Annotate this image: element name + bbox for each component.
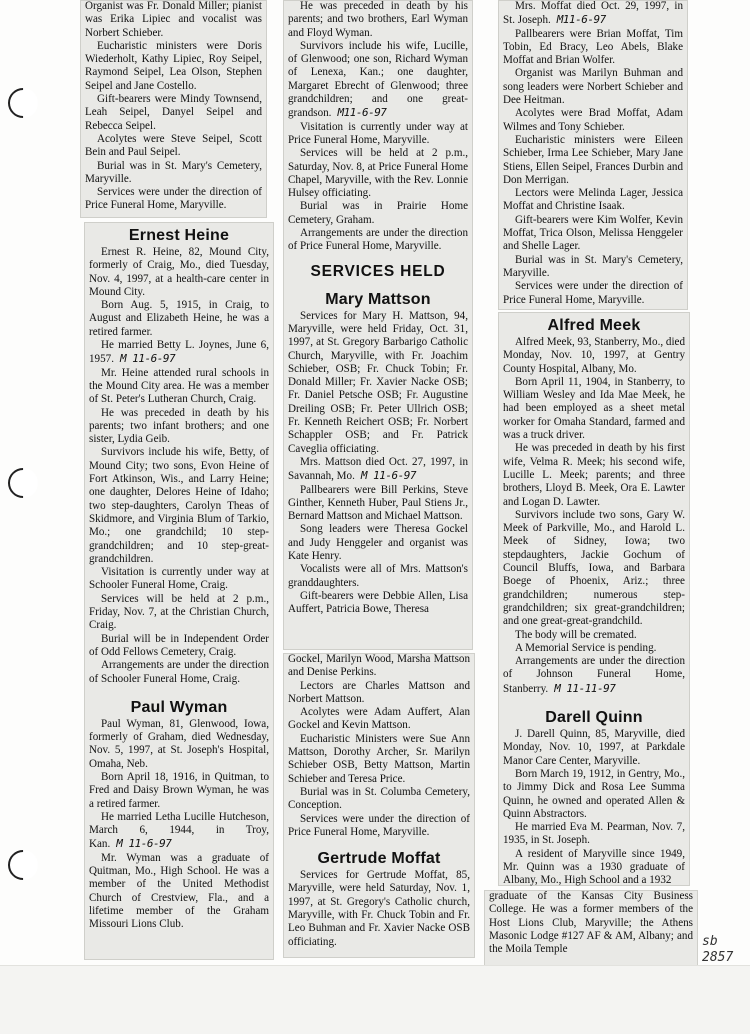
paragraph: Burial was in St. Mary's Cemetery, Maryville.: [85, 159, 262, 185]
punch-hole: [2, 462, 44, 504]
paragraph: [503, 655, 685, 696]
clipping-col3-top: [498, 0, 688, 310]
handwritten-date-note: M 11-6-97: [360, 469, 416, 483]
paragraph: Born April 11, 1904, in Stanberry, to William Wesley and Ida Mae Meek, he had been employed as a sheet metal worker for Omaha Standard, farmed and was a truck driver.: [503, 375, 685, 442]
paragraph: He was preceded in death by his first wife, Velma R. Meek; his second wife, Lucille L. Meek; parents; and three brothers, Lloyd B. Meek, Ora E. Lawter and Logan D. Lawter.: [503, 442, 685, 508]
paragraph: Arrangements are under the direction of Schooler Funeral Home, Craig.: [89, 659, 269, 685]
clipping-col3-main: [498, 312, 690, 886]
paragraph: Services will be held at 2 p.m., Saturday, Nov. 8, at Price Funeral Home Chapel, Maryville, with the Rev. Lonnie Hulsey officiating.: [288, 147, 468, 200]
obituary-name-moffat: Gertrude Moffat: [317, 850, 441, 868]
paragraph: Mr. Wyman was a graduate of Quitman, Mo., High School. He was a member of the United Methodist Church of Crestview, Fla., and a lifetime member of the Graham Missouri Lions Club.: [89, 851, 269, 931]
mattson-cont-text: [283, 653, 475, 839]
clipping-col1-top: [80, 0, 267, 218]
paragraph: Pallbearers were Brian Moffat, Tim Tobin, Ed Bracy, Leo Abels, Blake Moffat and Brian Wolfer.: [503, 27, 683, 67]
meek-text: [498, 336, 690, 696]
obituary-name-meek: Alfred Meek: [547, 317, 641, 334]
paragraph: Services were under the direction of Price Funeral Home, Maryville.: [288, 812, 470, 838]
paragraph: Services will be held at 2 p.m., Friday, Nov. 7, at the Christian Church, Craig.: [89, 592, 269, 632]
paragraph: He married Eva M. Pearman, Nov. 7, 1935, in St. Joseph.: [503, 821, 685, 847]
paragraph: Acolytes were Adam Auffert, Alan Gockel and Kevin Mattson.: [288, 706, 470, 732]
paragraph-text: He married Letha Lucille Hutcheson, March 6, 1944, in Troy, Kan.: [89, 810, 269, 851]
paragraph: Acolytes were Steve Seipel, Scott Bein and Paul Seipel.: [85, 132, 262, 159]
paragraph: Visitation is currently under way at Schooler Funeral Home, Craig.: [89, 566, 269, 592]
paragraph: [288, 40, 468, 121]
paragraph: Vocalists were all of Mrs. Mattson's granddaughters.: [288, 563, 468, 589]
paragraph: Eucharistic ministers were Eileen Schieber, Irma Lee Schieber, Mary Jane Stiens, Ellen Seipel, Frances Durbin and Don Merrigan.: [503, 133, 683, 186]
paragraph: [288, 456, 468, 484]
paragraph-text: Survivors include his wife, Lucille, of Glenwood; one son, Richard Wyman of Lenexa, Kan.; one daughter, Margaret Ebrecht of Glenwood; three grandchildren; and one great-grandson.: [288, 39, 468, 120]
paragraph: Ernest R. Heine, 82, Mound City, formerly of Craig, Mo., died Tuesday, Nov. 4, 1997, at a health-care center in Mound City.: [89, 246, 269, 298]
paragraph: graduate of the Kansas City Business College. He was a former members of the Host Lions Club, Maryville; the Athens Masonic Lodge #127 AF & AM, Albany; and the Moila Temple: [489, 890, 693, 956]
paragraph: Services were under the direction of Price Funeral Home, Maryville.: [503, 280, 683, 306]
col1-top-text: [80, 0, 267, 213]
paragraph: Gockel, Marilyn Wood, Marsha Mattson and Denise Perkins.: [288, 653, 470, 679]
section-heading: SERVICES HELD: [310, 262, 446, 280]
paragraph: Alfred Meek, 93, Stanberry, Mo., died Monday, Nov. 10, 1997, at Gentry County Hospital, Albany, Mo.: [503, 336, 685, 375]
paragraph: Services for Mary H. Mattson, 94, Maryville, were held Friday, Oct. 31, 1997, at St. Gregory Barbarigo Catholic Church, Maryville, with Fr. Joachim Schieber, OSB; Fr. Chuck Tobin; Fr. Donald Miller; Fr. Xavier Nacke OSB; Fr. Daniel Petsche OSB; Fr. Augustine Dreiling OSB; Fr. Peter Ullrich OSB; Fr. Kenneth Reichert OSB; Fr. Norbert Schappler OSB; and Fr. Patrick Caveglia officiating.: [288, 309, 468, 455]
paragraph: Eucharistic Ministers were Sue Ann Mattson, Dorothy Archer, Sr. Marilyn Schieber OSB, Betty Mattson, Martin Schieber and Teresa Price.: [288, 732, 470, 785]
handwritten-date-note: M11-6-97: [337, 106, 387, 120]
paragraph: Services were under the direction of Price Funeral Home, Maryville.: [85, 186, 262, 212]
paragraph: He was preceded in death by his parents; two infant brothers; and one sister, Lydia Geib.: [89, 406, 269, 446]
obituary-name-wyman: Paul Wyman: [130, 698, 228, 716]
paragraph: Gift-bearers were Debbie Allen, Lisa Auffert, Patricia Bowe, Theresa: [288, 589, 468, 616]
paragraph: [503, 0, 683, 28]
paragraph: Arrangements are under the direction of Price Funeral Home, Maryville.: [288, 227, 468, 253]
paragraph: He was preceded in death by his parents; and two brothers, Earl Wyman and Floyd Wyman.: [288, 0, 468, 39]
clipping-col2-bottom: [283, 653, 475, 958]
col3-top-text: [498, 0, 688, 307]
quinn-cont-text: [484, 890, 698, 956]
handwritten-margin-note: 2857: [702, 950, 734, 965]
paragraph: Burial will be in Independent Order of Odd Fellows Cemetery, Craig.: [89, 632, 269, 658]
paragraph: Paul Wyman, 81, Glenwood, Iowa, formerly of Graham, died Wednesday, Nov. 5, 1997, at St. Joseph's Hospital, Omaha, Neb.: [89, 717, 269, 770]
paragraph-text: He married Betty L. Joynes, June 6, 1957.: [89, 339, 269, 366]
paragraph: Mr. Heine attended rural schools in the Mound City area. He was a member of St. Peter's Lutheran Church, Craig.: [89, 366, 269, 406]
paragraph: Burial was in Prairie Home Cemetery, Graham.: [288, 200, 468, 226]
paragraph: J. Darell Quinn, 85, Maryville, died Monday, Nov. 10, 1997, at Parkdale Manor Care Center, Maryville.: [503, 728, 685, 767]
handwritten-date-note: M11-6-97: [556, 13, 606, 27]
paragraph: Organist was Fr. Donald Miller; pianist was Erika Lipiec and vocalist was Norbert Schieber.: [85, 0, 262, 39]
page-bottom-margin: [0, 965, 750, 1034]
paragraph: Burial was in St. Mary's Cemetery, Maryville.: [503, 253, 683, 279]
clipping-col3-bottom: [484, 890, 698, 968]
paragraph: Acolytes were Brad Moffat, Adam Wilmes and Tony Schieber.: [503, 107, 683, 133]
paragraph: A Memorial Service is pending.: [515, 641, 657, 654]
paragraph: Lectors are Charles Mattson and Norbert Mattson.: [288, 679, 470, 705]
handwritten-date-note: M 11-6-97: [119, 352, 176, 366]
obituary-name-quinn: Darell Quinn: [545, 709, 643, 727]
paragraph-text: Arrangements are under the direction of Johnson Funeral Home, Stanberry.: [503, 655, 685, 695]
paragraph: Born Aug. 5, 1915, in Craig, to August and Elizabeth Heine, he was a retired farmer.: [89, 299, 269, 338]
obituary-name-heine: Ernest Heine: [128, 227, 230, 244]
paragraph: Eucharistic ministers were Doris Wiederholt, Kathy Lipiec, Roy Seipel, Raymond Seipel, Lea Olson, Stephen Seipel and Jane Costello.: [85, 39, 262, 92]
paragraph: Lectors were Melinda Lager, Jessica Moffat and Christine Isaak.: [503, 187, 683, 213]
paragraph: Burial was in St. Columba Cemetery, Conception.: [288, 785, 470, 812]
paragraph: Organist was Marilyn Buhman and song leaders were Norbert Schieber and Dee Heitman.: [503, 67, 683, 107]
paragraph: Pallbearers were Bill Perkins, Steve Ginther, Kenneth Huber, Paul Stiens Jr., Bernard Mattson and Michael Mattson.: [288, 483, 468, 523]
paragraph: Born March 19, 1912, in Gentry, Mo., to Jimmy Dick and Rosa Lee Summa Quinn, he owned and operated Allen & Quinn Abstractors.: [503, 767, 685, 820]
quinn-text: [498, 728, 690, 886]
handwritten-margin-note: sb: [702, 934, 718, 949]
col2-top-text: [283, 0, 473, 254]
clipping-col2-main: [283, 0, 473, 650]
paragraph: Services for Gertrude Moffat, 85, Maryville, were held Saturday, Nov. 1, 1997, at St. Gregory's Catholic church, Maryville, with Fr. Chuck Tobin and Fr. Leo Buhman and Fr. Xavier Nacke OSB officiating.: [288, 869, 470, 948]
paragraph: Survivors include his wife, Betty, of Mound City; two sons, Evon Heine of Fort Atkinson, Wis., and Larry Heine; one daughter, Delores Heine of Idaho; two step-daughters, Carolyn Theas of Skidmore, and Virginia Blum of Tarkio, Mo.; one grandchild; 10 step-grandchildren; and 10 step-great-grandchildren.: [89, 446, 269, 565]
paragraph: Song leaders were Theresa Gockel and Judy Henggeler and organist was Kate Henry.: [288, 523, 468, 562]
clipping-col1-main: [84, 222, 274, 960]
paragraph-text: Mrs. Moffat died Oct. 29, 1997, in St. Joseph.: [503, 0, 683, 27]
paragraph: Survivors include two sons, Gary W. Meek of Parkville, Mo., and Harold L. Meek of Sidney, Iowa; two stepdaughters, Jackie Gochum of Council Bluffs, Iowa, and Barbara Boege of Phoenix, Ariz.; three grandchildren; numerous step-grandchildren; six great-grandchildren; and one great-great-grandchild.: [503, 508, 685, 628]
mattson-text: [283, 310, 473, 617]
paragraph-text: Mrs. Mattson died Oct. 27, 1997, in Savannah, Mo.: [288, 455, 468, 483]
punch-hole: [2, 82, 44, 124]
paragraph: Gift-bearers were Mindy Townsend, Leah Seipel, Danyel Seipel and Rebecca Seipel.: [85, 93, 262, 132]
paragraph: A resident of Maryville since 1949, Mr. Quinn was a 1930 graduate of Albany, Mo., High School and a 1932: [503, 847, 685, 886]
handwritten-date-note: M 11-6-97: [116, 837, 172, 851]
handwritten-date-note: M 11-11-97: [554, 681, 616, 695]
paragraph: Born April 18, 1916, in Quitman, to Fred and Daisy Brown Wyman, he was a retired farmer.: [89, 770, 269, 810]
paragraph: Gift-bearers were Kim Wolfer, Kevin Moffat, Trica Olson, Melissa Henggeler and Shelle Lager.: [503, 213, 683, 253]
paragraph: Visitation is currently under way at Price Funeral Home, Maryville.: [288, 120, 468, 146]
paragraph: The body will be cremated.: [515, 628, 637, 641]
heine-text: [84, 246, 274, 686]
paragraph: [89, 811, 269, 852]
obituary-name-mattson: Mary Mattson: [325, 290, 431, 308]
paragraph: [89, 339, 269, 367]
punch-hole: [2, 844, 44, 886]
wyman-text: [84, 718, 274, 932]
moffat-text: [283, 869, 475, 949]
